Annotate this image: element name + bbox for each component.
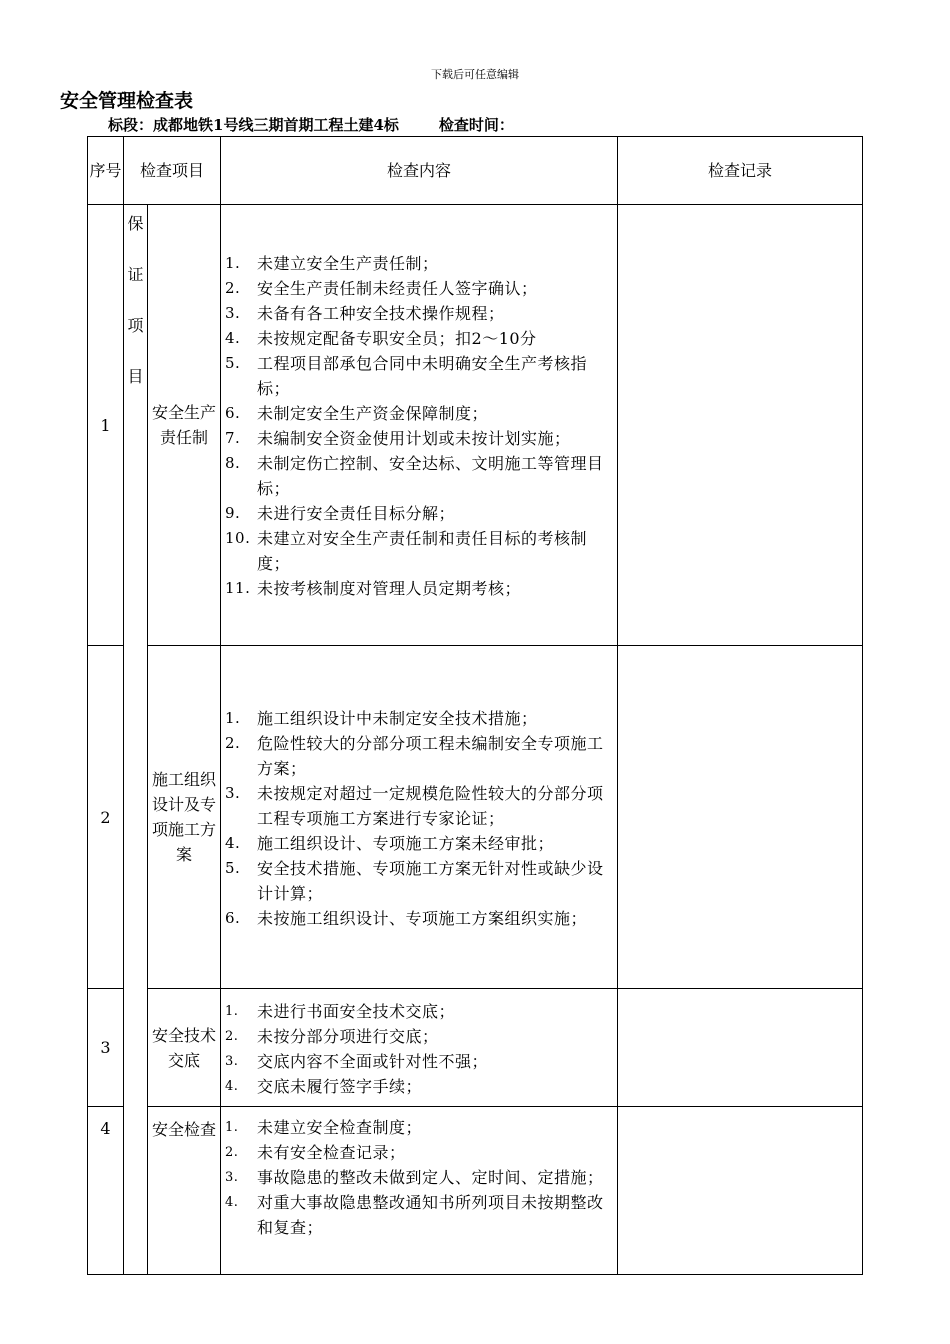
header-item: 检查项目 — [124, 137, 221, 205]
check-text: 未按规定配备专职安全员；扣2～10分 — [257, 329, 537, 348]
check-number: 10. — [225, 529, 251, 547]
row-record[interactable] — [618, 989, 863, 1107]
header-seq: 序号 — [88, 137, 124, 205]
check-text: 交底未履行签字手续； — [257, 1076, 423, 1096]
check-item — [225, 906, 613, 931]
check-text: 未建立对安全生产责任制和责任目标的考核制度； — [257, 529, 588, 573]
check-number: 1. — [225, 1003, 239, 1019]
row-record[interactable] — [618, 1107, 863, 1275]
check-number: 3. — [225, 304, 241, 322]
table-row — [88, 646, 863, 989]
check-item — [225, 1074, 613, 1099]
check-item — [225, 831, 613, 856]
check-item — [225, 706, 613, 731]
check-item — [225, 526, 613, 576]
check-item — [225, 401, 613, 426]
row-item — [148, 1107, 221, 1275]
check-text: 未有安全检查记录； — [257, 1143, 406, 1162]
inspection-table — [87, 136, 863, 1275]
check-list — [225, 706, 613, 931]
check-item — [225, 426, 613, 451]
check-number: 11. — [225, 579, 251, 597]
check-number: 2. — [225, 733, 241, 752]
check-text: 未制定安全生产资金保障制度； — [257, 404, 489, 423]
check-item — [225, 351, 613, 401]
check-list — [225, 1115, 613, 1240]
table-header-row — [88, 137, 863, 205]
check-number: 9. — [225, 504, 241, 522]
check-list — [225, 999, 613, 1099]
check-item — [225, 781, 613, 831]
row-item — [148, 205, 221, 646]
check-item — [225, 276, 613, 301]
check-item — [225, 1190, 613, 1240]
check-item — [225, 326, 613, 351]
check-text: 未按分部分项进行交底； — [257, 1026, 439, 1046]
table-row — [88, 205, 863, 646]
header-content: 检查内容 — [221, 137, 618, 205]
check-number: 2. — [225, 1028, 239, 1044]
row-content — [221, 205, 618, 646]
check-item — [225, 1049, 613, 1074]
download-note: 下载后可任意编辑 — [431, 68, 519, 81]
category-cell — [124, 205, 148, 1275]
check-number: 1. — [225, 254, 241, 272]
check-text: 未制定伤亡控制、安全达标、文明施工等管理目标； — [257, 454, 604, 498]
check-text: 未建立安全生产责任制； — [257, 254, 439, 273]
check-text: 未备有各工种安全技术操作规程； — [257, 304, 505, 323]
check-item — [225, 731, 613, 781]
section-label: 标段：成都地铁1号线三期首期工程土建4标 — [108, 116, 399, 134]
check-number: 4. — [225, 1078, 239, 1094]
check-number: 2. — [225, 279, 241, 297]
document-title: 安全管理检查表 — [60, 90, 194, 112]
check-text: 安全技术措施、专项施工方案无针对性或缺少设计计算； — [257, 858, 604, 903]
check-item — [225, 1115, 613, 1140]
check-text: 未按规定对超过一定规模危险性较大的分部分项工程专项施工方案进行专家论证； — [257, 783, 604, 828]
row-content — [221, 1107, 618, 1275]
check-item — [225, 451, 613, 501]
check-text: 工程项目部承包合同中未明确安全生产考核指标； — [257, 354, 588, 398]
check-item — [225, 1140, 613, 1165]
item-label: 安全技术交底 — [152, 1025, 217, 1070]
check-number: 1. — [225, 1120, 239, 1135]
check-item — [225, 576, 613, 601]
check-number: 3. — [225, 1053, 239, 1069]
check-text: 对重大事故隐患整改通知书所列项目未按期整改和复查； — [257, 1193, 604, 1237]
table-row — [88, 989, 863, 1107]
row-seq: 2 — [88, 646, 124, 989]
row-seq: 4 — [88, 1107, 124, 1275]
item-label: 安全检查 — [152, 1120, 217, 1139]
item-label: 施工组织设计及专项施工方案 — [152, 770, 217, 864]
check-number: 8. — [225, 454, 241, 472]
check-text: 危险性较大的分部分项工程未编制安全专项施工方案； — [257, 733, 604, 778]
row-seq: 3 — [88, 989, 124, 1107]
check-text: 未编制安全资金使用计划或未按计划实施； — [257, 429, 571, 448]
row-seq: 1 — [88, 205, 124, 646]
check-number: 5. — [225, 354, 241, 372]
check-item — [225, 856, 613, 906]
row-record[interactable] — [618, 646, 863, 989]
check-text: 安全生产责任制未经责任人签字确认； — [257, 279, 538, 298]
check-text: 施工组织设计中未制定安全技术措施； — [257, 708, 538, 728]
check-time-label: 检查时间： — [438, 116, 514, 134]
item-label: 安全生产责任制 — [152, 403, 217, 447]
header-record: 检查记录 — [618, 137, 863, 205]
check-item — [225, 1024, 613, 1049]
row-item — [148, 989, 221, 1107]
check-number: 4. — [225, 1195, 239, 1210]
category-char: 保 — [127, 214, 144, 233]
check-number: 6. — [225, 404, 241, 422]
row-item — [148, 646, 221, 989]
check-number: 7. — [225, 429, 241, 447]
category-char: 目 — [127, 367, 144, 386]
row-content — [221, 646, 618, 989]
check-text: 未建立安全检查制度； — [257, 1118, 423, 1137]
check-number: 4. — [225, 329, 241, 347]
check-item — [225, 251, 613, 276]
check-text: 未进行安全责任目标分解； — [257, 504, 456, 523]
row-record[interactable] — [618, 205, 863, 646]
check-number: 1. — [225, 708, 241, 727]
check-number: 4. — [225, 833, 241, 852]
check-number: 2. — [225, 1145, 239, 1160]
check-list — [225, 251, 613, 601]
check-item — [225, 1165, 613, 1190]
check-item — [225, 501, 613, 526]
check-text: 施工组织设计、专项施工方案未经审批； — [257, 833, 555, 853]
section-line — [108, 114, 514, 135]
check-number: 5. — [225, 858, 241, 877]
check-number: 3. — [225, 783, 241, 802]
check-item — [225, 301, 613, 326]
row-content — [221, 989, 618, 1107]
check-text: 未按施工组织设计、专项施工方案组织实施； — [257, 908, 588, 928]
check-number: 3. — [225, 1170, 239, 1185]
check-item — [225, 999, 613, 1024]
check-text: 未按考核制度对管理人员定期考核； — [257, 579, 522, 598]
category-char: 项 — [127, 316, 144, 335]
check-text: 事故隐患的整改未做到定人、定时间、定措施； — [257, 1168, 604, 1187]
category-char: 证 — [127, 265, 144, 284]
table-row — [88, 1107, 863, 1275]
check-number: 6. — [225, 908, 241, 927]
check-text: 未进行书面安全技术交底； — [257, 1001, 456, 1021]
check-text: 交底内容不全面或针对性不强； — [257, 1051, 489, 1071]
